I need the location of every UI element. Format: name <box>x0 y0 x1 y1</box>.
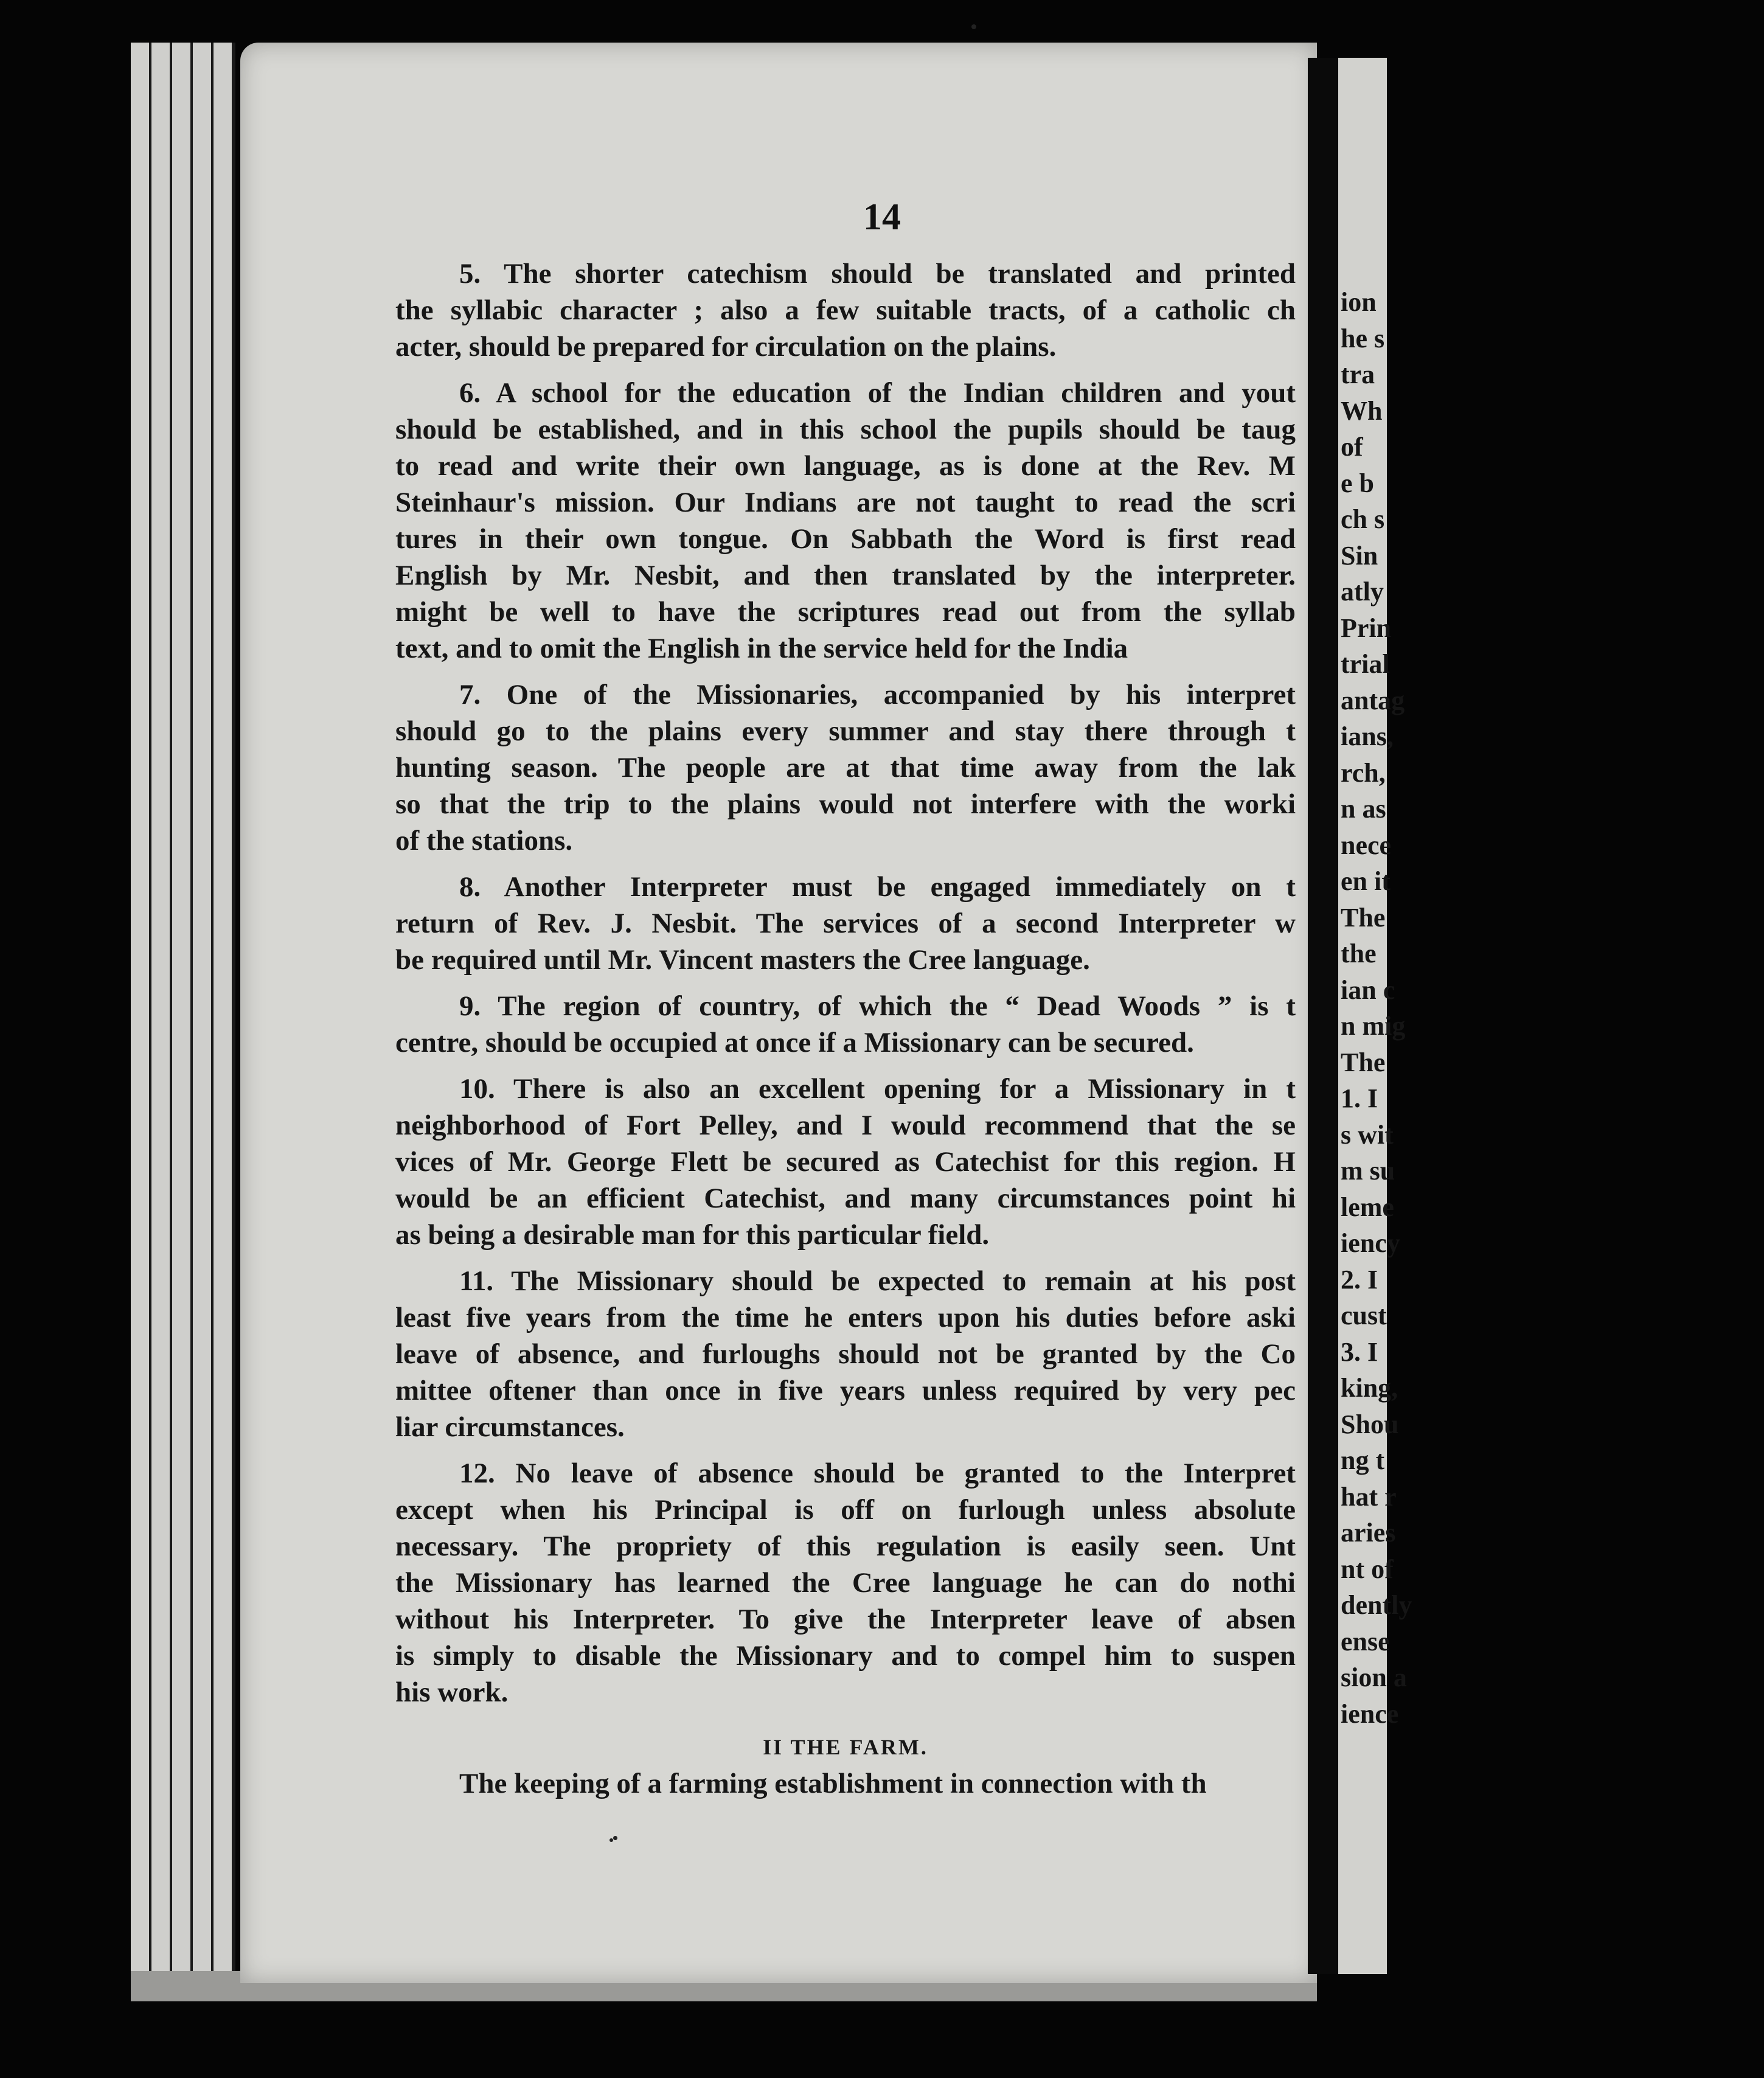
right-page-text-fragment: 1. I <box>1341 1083 1378 1113</box>
right-page-text-fragment: m su <box>1341 1156 1395 1186</box>
right-page-text-fragment: antag <box>1341 685 1405 715</box>
right-page-text-fragment: 3. I <box>1341 1336 1378 1367</box>
right-page-text-fragment: nece <box>1341 830 1392 860</box>
text-line: 6. A school for the education of the Indian children and yout <box>459 377 1296 409</box>
right-page-text-fragment: aries <box>1341 1518 1396 1548</box>
text-line: liar circumstances. <box>395 1411 625 1443</box>
right-page-text-fragment: en it <box>1341 866 1391 896</box>
right-page-text-fragment: the <box>1341 939 1377 968</box>
text-line: 11. The Missionary should be expected to remain at his post <box>459 1265 1296 1297</box>
text-line: so that the trip to the plains would not interfere with the worki <box>395 788 1296 820</box>
text-line: leave of absence, and furloughs should not be granted by the Co <box>395 1338 1296 1370</box>
text-line: acter, should be prepared for circulation on the plains. <box>395 331 1057 363</box>
right-page-text-fragment: n as <box>1341 794 1386 824</box>
section-heading: II THE FARM. <box>763 1735 928 1759</box>
text-line: might be well to have the scriptures read out from the syllab <box>395 596 1296 628</box>
right-page-text-fragment: Sin <box>1341 540 1378 571</box>
text-line: 10. There is also an excellent opening for a Missionary in t <box>459 1073 1296 1105</box>
text-line: 7. One of the Missionaries, accompanied by his interpret <box>459 679 1296 711</box>
right-page-text-fragment: dently <box>1341 1590 1412 1620</box>
text-line: least five years from the time he enters upon his duties before aski <box>395 1302 1296 1333</box>
text-line: hunting season. The people are at that time away from the lak <box>395 752 1296 784</box>
book-gutter <box>1308 58 1338 1974</box>
text-line: vices of Mr. George Flett be secured as Catechist for this region. H <box>395 1146 1296 1178</box>
text-line: should be established, and in this school the pupils should be taug <box>395 414 1296 445</box>
paragraph <box>395 255 1296 365</box>
right-page-text-fragment: of <box>1341 432 1363 462</box>
text-line: return of Rev. J. Nesbit. The services of a second Interpreter w <box>395 908 1296 939</box>
right-page-text-fragment: iency <box>1341 1228 1400 1258</box>
text-line: centre, should be occupied at once if a Missionary can be secured. <box>395 1027 1194 1058</box>
text-line: mittee oftener than once in five years unless required by very pec <box>395 1375 1296 1406</box>
text-line: The keeping of a farming establishment in connection with th <box>459 1768 1207 1799</box>
right-page-text-fragment: sion a <box>1341 1663 1407 1692</box>
text-line: the syllabic character ; also a few suitable tracts, of a catholic ch <box>395 294 1296 326</box>
right-page-text-fragment: trial <box>1341 649 1390 679</box>
right-page-text-fragment: Wh <box>1341 395 1383 426</box>
text-line: English by Mr. Nesbit, and then translated by the interpreter. <box>395 560 1296 591</box>
paragraph <box>395 1263 1296 1445</box>
text-line: tures in their own tongue. On Sabbath the Word is first read <box>395 523 1296 555</box>
paragraph <box>395 1071 1296 1253</box>
paragraph <box>395 869 1296 978</box>
book-page-edges <box>131 43 243 1971</box>
text-line: the Missionary has learned the Cree language he can do nothi <box>395 1567 1296 1599</box>
text-line: as being a desirable man for this particular field. <box>395 1219 990 1251</box>
right-page-text-fragment: The <box>1341 902 1386 933</box>
right-page-text-fragment: Shou <box>1341 1409 1399 1439</box>
text-line: his work. <box>395 1677 509 1708</box>
right-page-text-fragment: The <box>1341 1047 1386 1077</box>
right-page-text-fragment: nt of <box>1341 1554 1394 1584</box>
text-line: 5. The shorter catechism should be translated and printed <box>459 258 1296 290</box>
paragraph <box>395 988 1296 1061</box>
right-page-text-fragment: king, <box>1341 1373 1398 1403</box>
right-page-text-fragment: ion <box>1341 287 1377 317</box>
right-page-text-fragment: cust <box>1341 1301 1387 1330</box>
right-page-fragment <box>1338 58 1412 1974</box>
right-page-text-fragment: atly <box>1341 577 1384 606</box>
right-page-text-fragment: ng t <box>1341 1445 1385 1475</box>
text-body <box>395 255 1296 1802</box>
right-page-text-fragment: ense <box>1341 1626 1390 1656</box>
text-line: necessary. The propriety of this regulation is easily seen. Unt <box>395 1531 1296 1562</box>
text-line: except when his Principal is off on furlough unless absolute <box>395 1494 1296 1526</box>
right-page-text-fragment: he s <box>1341 323 1385 353</box>
right-page-text-fragment: n mig <box>1341 1011 1406 1041</box>
right-page-text-fragment: ian c <box>1341 975 1395 1005</box>
right-page-text-fragment: e b <box>1341 468 1374 498</box>
right-page-text-fragment: ch s <box>1341 504 1385 534</box>
right-page-text-fragment: hat r <box>1341 1481 1397 1512</box>
text-line: should go to the plains every summer and stay there through t <box>395 715 1296 747</box>
right-page-text-fragment: 2. I <box>1341 1264 1378 1294</box>
text-line: without his Interpreter. To give the Interpreter leave of absen <box>395 1604 1296 1635</box>
right-page-text-fragment: ians, <box>1341 721 1394 751</box>
right-page-text-fragment: ience <box>1341 1698 1399 1729</box>
right-page-text-fragment: tra <box>1341 360 1375 389</box>
text-line: of the stations. <box>395 825 573 857</box>
right-page-text-fragment: leme <box>1341 1192 1394 1222</box>
paragraph <box>395 375 1296 667</box>
paragraph <box>395 676 1296 859</box>
text-line: 9. The region of country, of which the “ Dead Woods ” is t <box>459 990 1296 1022</box>
page-number: 14 <box>863 196 901 238</box>
right-page-text-fragment: s wit <box>1341 1119 1394 1150</box>
text-line: 8. Another Interpreter must be engaged immediately on t <box>459 871 1296 903</box>
text-line: Steinhaur's mission. Our Indians are not taught to read the scri <box>395 487 1296 518</box>
text-line: to read and write their own language, as is done at the Rev. M <box>395 450 1296 482</box>
right-page-text-fragment: Prin <box>1341 613 1392 643</box>
text-line: be required until Mr. Vincent masters the Cree language. <box>395 944 1090 976</box>
text-line: is simply to disable the Missionary and to compel him to suspen <box>395 1640 1296 1672</box>
text-line: text, and to omit the English in the service held for the India <box>395 633 1128 664</box>
text-line: neighborhood of Fort Pelley, and I would recommend that the se <box>395 1110 1296 1141</box>
paragraph <box>395 1455 1296 1711</box>
text-line: 12. No leave of absence should be granted to the Interpret <box>459 1458 1296 1489</box>
right-page-text-fragment: rch, <box>1341 757 1386 788</box>
text-line: would be an efficient Catechist, and many circumstances point hi <box>395 1183 1296 1214</box>
